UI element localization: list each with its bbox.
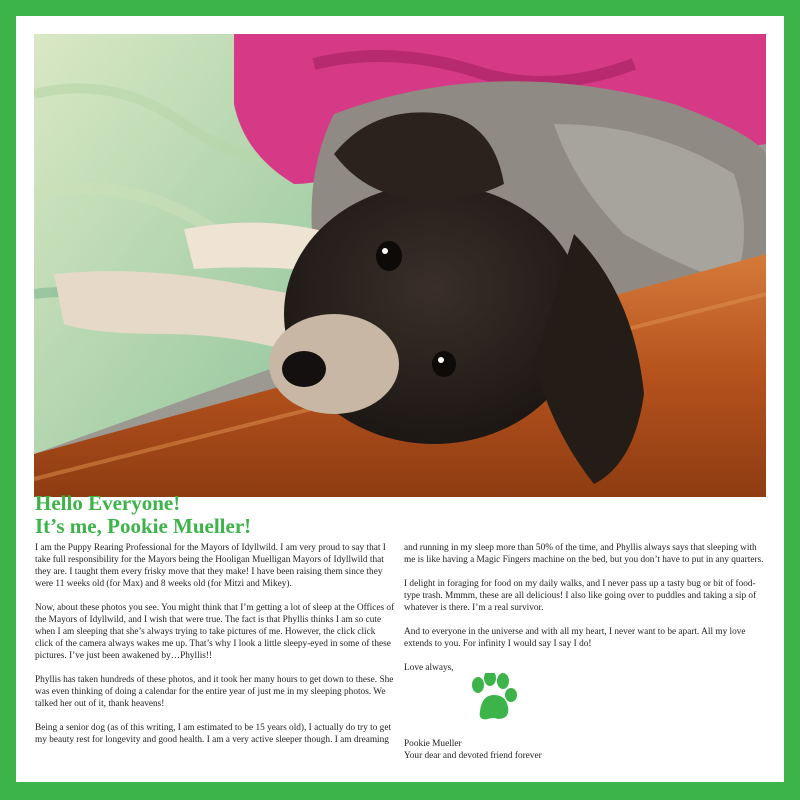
signature-block: [404, 738, 764, 762]
signature-line: Your dear and devoted friend forever: [404, 751, 542, 761]
paw-spacer: [404, 686, 764, 736]
left-column: [35, 542, 395, 758]
right-column: [404, 542, 764, 762]
paragraph: Now, about these photos you see. You might think that I’m getting a lot of sleep at the Offices of the Mayors of Idyllwild, and I wish that were true. The fact is that Phyllis thinks I am so cute when I am sleeping that she’s always trying to take pictures of me. However, the click click click of the camera always wakes me up. That’s why I look a little sleepy-eyed in some of these pictures. I’ve just been awakened by…Phyllis!!: [35, 603, 395, 661]
paragraph: and running in my sleep more than 50% of the time, and Phyllis always says that sleeping with me is like having a Magic Fingers machine on the bed, but you don’t have to put in any quarters.: [404, 543, 764, 565]
title-line-1: Hello Everyone!: [35, 491, 181, 515]
signature-name: Pookie Mueller: [404, 739, 462, 749]
paw-print-icon: [468, 673, 518, 728]
page-card: [16, 16, 784, 782]
page-title: [35, 492, 251, 538]
paragraph: Being a senior dog (as of this writing, I am estimated to be 15 years old), I actually do try to get my beauty rest for longevity and good health. I am a very active sleeper though. I am dreaming: [35, 723, 392, 745]
paragraph: And to everyone in the universe and with all my heart, I never want to be apart. All my love extends to you. For infinity I would say I say I do!: [404, 627, 746, 649]
title-line-2: It’s me, Pookie Mueller!: [35, 514, 252, 538]
paragraph: I am the Puppy Rearing Professional for the Mayors of Idyllwild. I am very proud to say that I take full responsibility for the Mayors being the Hooligan Muelligan Mayors of Idyllwild that they are. I taught them every frisky move that they make! I have been raising them since they were 11 weeks old (for Max) and 8 weeks old (for Mitzi and Mikey).: [35, 543, 386, 589]
paragraph: I delight in foraging for food on my daily walks, and I never pass up a tasty bug or bit of food-type trash. Mmmm, these are all delicious! I also like going over to puddles and taking a sip of whatever is there. I’m a real survivor.: [404, 579, 757, 613]
sleeping-dog-photo: [34, 34, 766, 497]
closing-line: Love always,: [404, 663, 454, 673]
paragraph: Phyllis has taken hundreds of these photos, and it took her many hours to get down to these. She was even thinking of doing a calendar for the entire year of just me in my sleeping photos. We talked her out of it, thank heavens!: [35, 675, 394, 709]
